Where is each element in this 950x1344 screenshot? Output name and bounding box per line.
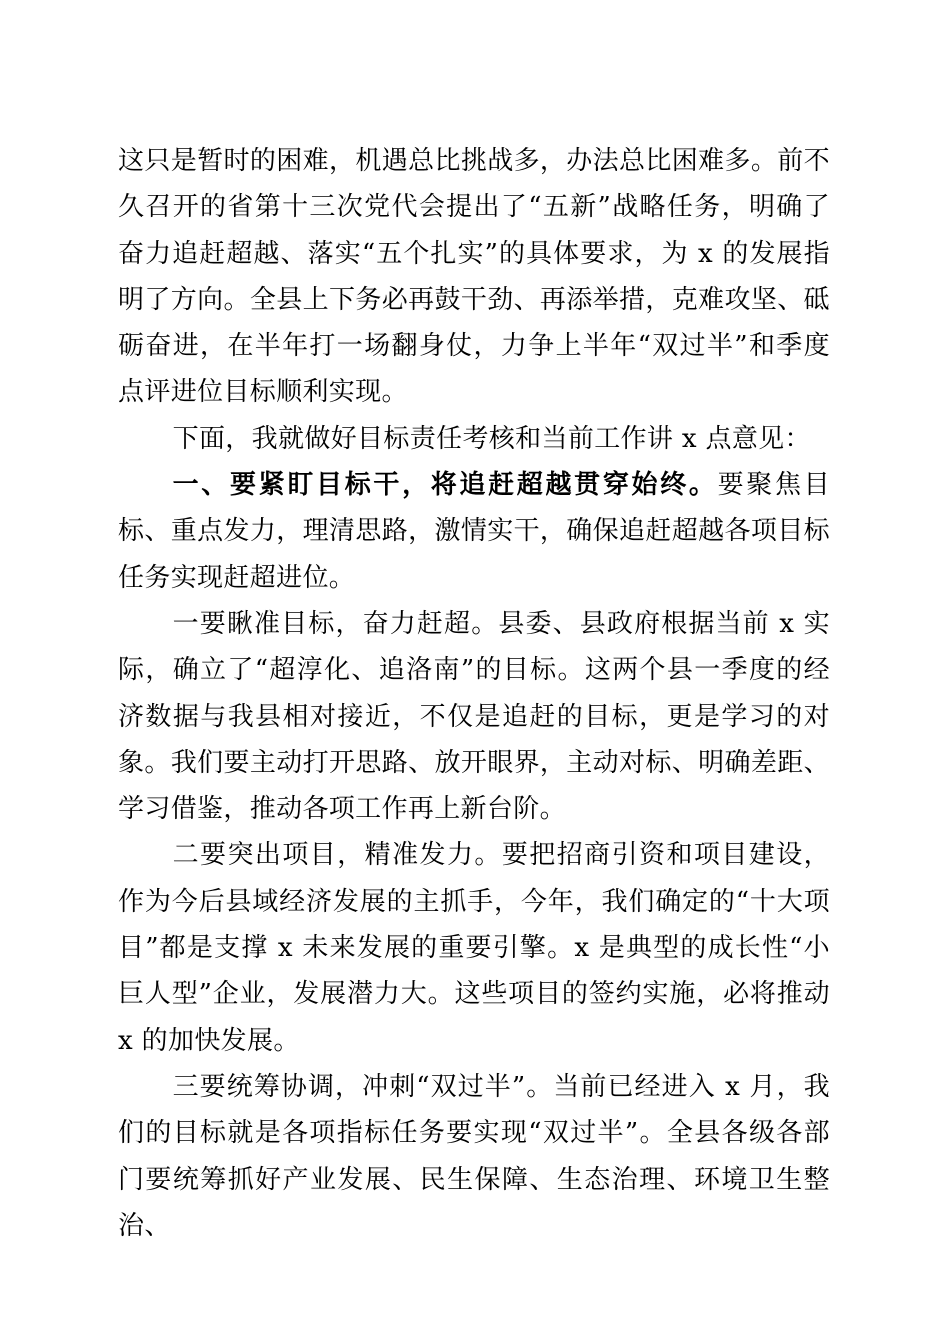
paragraph-point-two: 二要突出项目，精准发力。要把招商引资和项目建设，作为今后县域经济发展的主抓手，今年，我们确定的“十大项目”都是支撑 x 未来发展的重要引擎。x 是典型的成长性“小巨人型”企业，发展潜力大。这些项目的签约实施，必将推动 x 的加快发展。 bbox=[118, 840, 830, 1056]
paragraph-continuation: 这只是暂时的困难，机遇总比挑战多，办法总比困难多。前不久召开的省第十三次党代会提出了“五新”战略任务，明确了奋力追赶超越、落实“五个扎实”的具体要求，为 x 的发展指明了方向。全县上下务必再鼓干劲、再添举措，克难攻坚、砥砺奋进，在半年打一场翻身仗，力争上半年“双过半”和季度点评进位目标顺利实现。 bbox=[118, 146, 830, 408]
section-one-text: 要聚焦目标、重点发力，理清思路，激情实干，确保追赶超越各项目标任务实现赶超进位。 bbox=[118, 470, 830, 593]
paragraph-intro: 下面，我就做好目标责任考核和当前工作讲 x 点意见： bbox=[172, 423, 811, 454]
section-heading: 一、要紧盯目标干，将追赶超越贯穿始终。 bbox=[172, 470, 718, 501]
document-body bbox=[118, 138, 830, 1249]
paragraph-point-one: 一要瞅准目标，奋力赶超。县委、县政府根据当前 x 实际，确立了“超淳化、追洛南”的目标。这两个县一季度的经济数据与我县相对接近，不仅是追赶的目标，更是学习的对象。我们要主动打开思路、放开眼界，主动对标、明确差距、学习借鉴，推动各项工作再上新台阶。 bbox=[118, 608, 830, 825]
paragraph-point-three: 三要统筹协调，冲刺“双过半”。当前已经进入 x 月，我们的目标就是各项指标任务要实现“双过半”。全县各级各部门要统筹抓好产业发展、民生保障、生态治理、环境卫生整治、 bbox=[118, 1071, 830, 1241]
paragraph-section-one bbox=[118, 462, 830, 601]
